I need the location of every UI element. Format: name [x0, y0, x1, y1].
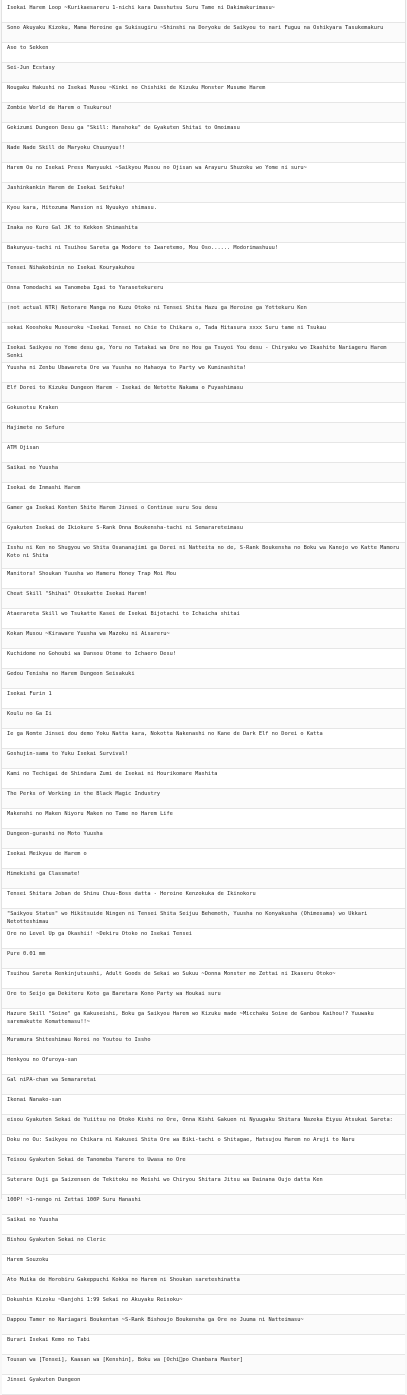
list-item: Ie ga Nomte Jinsei dou demo Yoku Natta kara, Nokotta Nakenashi no Kane de Dark Elf no Dorei o Katta [2, 729, 405, 749]
list-item: Isekai Furin 1 [2, 689, 405, 709]
list-item: Jashinkankin Harem de Isekai Seifuku! [2, 183, 405, 203]
list-item: eisou Gyakuten Sekai de Yuiitsu no Otoko Kishi no Ore, Onna Kishi Gakuen ni Nyuugaku Shitara Nazeka Eiyuu Atsukai Sareta: [2, 1115, 405, 1135]
list-item: Isekai Meikyuu de Harem o [2, 849, 405, 869]
list-item: 100P! ~1-nengo ni Zettai 100P Suru Hanashi [2, 1195, 405, 1215]
list-item: Zombie World de Harem o Tsukurou! [2, 103, 405, 123]
list-item: Bishou Gyakuten Sekai no Cleric [2, 1235, 405, 1255]
list-item: (not actual NTR) Netorare Manga no Kuzu Otoko ni Tensei Shita Hazu ga Heroine ga Yottekuru Ken [2, 303, 405, 323]
list-item: Burari Isekai Kemo no Tabi [2, 1335, 405, 1355]
list-item: sekai Kooshoku Musouroku ~Isekai Tensei no Chie to Chikara o, Tada Hitasura xxxx Suru tame ni Tsukau [2, 323, 405, 343]
list-item: Ore no Level Up ga Okashii! ~Dekiru Otoko no Isekai Tensei [2, 929, 405, 949]
list-item: Gedou Tenisha no Harem Dungeon Seisakuki [2, 669, 405, 689]
list-item: Inaka no Kuro Gal JK to Kekkon Shimashita [2, 223, 405, 243]
list-item: Isekai Saikyou no Yome desu ga, Yoru no Tatakai wa Ore no Hou ga Tsuyoi You desu - Chiryaku wo Ikashite Nariageru Harem Senki [2, 343, 405, 363]
list-item: Nade Nade Skill de Maryoku Chuunyuu!! [2, 143, 405, 163]
list-item: Himekishi ga Classmate! [2, 869, 405, 889]
list-item: Gamer ga Isekai Konten Shite Harem Jinsei o Continue suru Sou desu [2, 503, 405, 523]
list-item: Onna Tomodachi wa Tanomeba Igai to Yarasetekureru [2, 283, 405, 303]
list-item: Saikai no Yuusha [2, 463, 405, 483]
list-item: Muramura Shiteshimau Noroi no Youtou to Issho [2, 1035, 405, 1055]
list-item: Harem Souzoku [2, 1255, 405, 1275]
list-item: Tensei Shitara Joban de Shinu Chuu-Boss datta - Heroine Kenzokuka de Ikinokoru [2, 889, 405, 909]
list-item: Goshujin-sama to Yuku Isekai Survival! [2, 749, 405, 769]
list-item: Sei-Jun Ecstasy [2, 63, 405, 83]
list-item: Bakunyuu-tachi ni Tsuihou Sareta ga Modore to Iwaretemo, Mou Oso...... Modorimashuuu! [2, 243, 405, 263]
document-page [1, 0, 406, 1383]
list-item: Ato Muika de Horobiru Gakeppuchi Kokka no Harem ni Shoukan sareteshinatta [2, 1275, 405, 1295]
list-item: ATM Ojisan [2, 443, 405, 463]
list-item: Kokan Musou ~Kiraware Yuusha wa Mazoku ni Aisareru~ [2, 629, 405, 649]
list-item: Tensei Nihakobinin no Isekai Kouryakuhou [2, 263, 405, 283]
list-item: Saikai no Yuusha [2, 1215, 405, 1235]
list-item: Ataerareta Skill wo Tsukatte Kasei de Isekai Bijotachi to Ichaicha shitai [2, 609, 405, 629]
list-item: Tsuihou Sareta Renkinjutsushi, Adult Goods de Sekai wo Sukuu ~Donna Monster mo Zettai ni Ikaseru Otoko~ [2, 969, 405, 989]
list-item: Ase to Sekken [2, 43, 405, 63]
list-item: Ore to Seijo ga Dekiteru Koto ga Baretara Kono Party wa Houkai suru [2, 989, 405, 1009]
list-item: Gal niPA-chan wa Semararetai [2, 1075, 405, 1095]
list-item: Kami no Techigai de Shindara Zumi de Isekai ni Hourikomare Mashita [2, 769, 405, 789]
list-item: Hazure Skill "Soine" ga Kakuseishi, Boku ga Saikyou Harem wo Kizuku made ~Micchaku Soine de Ganbou Kaihou!? Yuuwaku saremakutte Komattemasu!!~ [2, 1009, 405, 1035]
list-item: Isekai de Inmashi Harem [2, 483, 405, 503]
list-item: Koulu no Ga Ii [2, 709, 405, 729]
list-item: Isshu ni Ken no Shugyou wo Shita Osananajimi ga Dorei ni Natteita no de, S-Rank Boukensha no Boku wa Kanojo wo Katte Mamoru Koto ni Shita [2, 543, 405, 569]
list-item: Kyou kara, Hitozuma Mansion ni Nyuukyo shimasu. [2, 203, 405, 223]
list-item: Gekizumi Dungeon Desu ga "Skill: Hanshoku" de Gyakuten Shitai to Omoimasu [2, 123, 405, 143]
list-item: Doku no Ou: Saikyou no Chikara ni Kakusei Shita Ore wa Biki-tachi o Shitagae, Hatsujou Harem no Aruji to Naru [2, 1135, 405, 1155]
list-item: Gokusotsu Kraken [2, 403, 405, 423]
list-item: Teisou Gyakuten Sekai de Tanomeba Yarere to Uwasa no Ore [2, 1155, 405, 1175]
list-item: Hajimete no Sefure [2, 423, 405, 443]
list-item: Isekai Harem Loop ~Kurikaesareru 1-nichi kara Dasshutsu Suru Tame ni Dakimakurimasu~ [2, 3, 405, 23]
list-item: Kuchidome no Gohoubi wa Dansou Otome to Ichaero Desu! [2, 649, 405, 669]
list-item: Suterare Ouji ga Saizensen de Tekitoku no Meishi wo Chiryou Shitara Jitsu wa Dainana Oujo datta Ken [2, 1175, 405, 1195]
list-item: Dungeon-gurashi no Moto Yuusha [2, 829, 405, 849]
list-item: Ikenai Nanako-san [2, 1095, 405, 1115]
list-item: Dokushin Kizoku ~Danjohi 1:99 Sekai no Akuyaku Reisoku~ [2, 1295, 405, 1315]
title-list [2, 0, 405, 1395]
list-item: Cheat Skill "Shihai" Otsukatte Isekai Harem! [2, 589, 405, 609]
list-item: Harem Ou no Isekai Press Manyuuki ~Saikyou Musou no Ojisan wa Arayuru Shuzoku wo Yome ni suru~ [2, 163, 405, 183]
list-item: Sono Akuyaku Kizoku, Mama Heroine ga Sukisugiru ~Shinshi na Doryoku de Saikyou to nari Fuguu na Oshikyara Tasukemakuru [2, 23, 405, 43]
list-item: The Perks of Working in the Black Magic Industry [2, 789, 405, 809]
list-item: Yuusha ni Zenbu Ubawareta Ore wa Yuusha no Hahaoya to Party wo Kuminashita! [2, 363, 405, 383]
list-item: Pure 0.01 mm [2, 949, 405, 969]
list-item: Gyakuten Isekai de Ikiokure S-Rank Onna Boukensha-tachi ni Semarareteimasu [2, 523, 405, 543]
list-item: Elf Dorei to Kizuku Dungeon Harem - Isekai de Netotte Nakama o Fuyashimasu [2, 383, 405, 403]
list-item: Jinsei Gyakuten Dungeon [2, 1375, 405, 1395]
list-item: Henkyou no Ofuroya-san [2, 1055, 405, 1075]
list-item: Dappou Tamer no Nariagari Boukentan ~S-Rank Bishoujo Boukensha ga Ore no Juuma ni Natteimasu~ [2, 1315, 405, 1335]
list-item: Makenshi no Maken Niyoru Maken no Tame no Harem Life [2, 809, 405, 829]
list-item: Manitora! Shoukan Yuusha wo Hameru Honey Trap Moi Mou [2, 569, 405, 589]
list-item: Nougaku Hakushi no Isekai Musou ~Kinki no Chishiki de Kizuku Monster Musume Harem [2, 83, 405, 103]
list-item: "Saikyou Status" wo Hikitsuide Ningen ni Tensei Shita Seijuu Behemoth, Yuusha no Konyakusha (Ohimesama) wo Ukkari Netotteshimau [2, 909, 405, 929]
list-item: Tousan wa [Tensei], Kaasan wa [Kenshin], Boku wa [Ochi po Chanbara Master] [2, 1355, 405, 1375]
